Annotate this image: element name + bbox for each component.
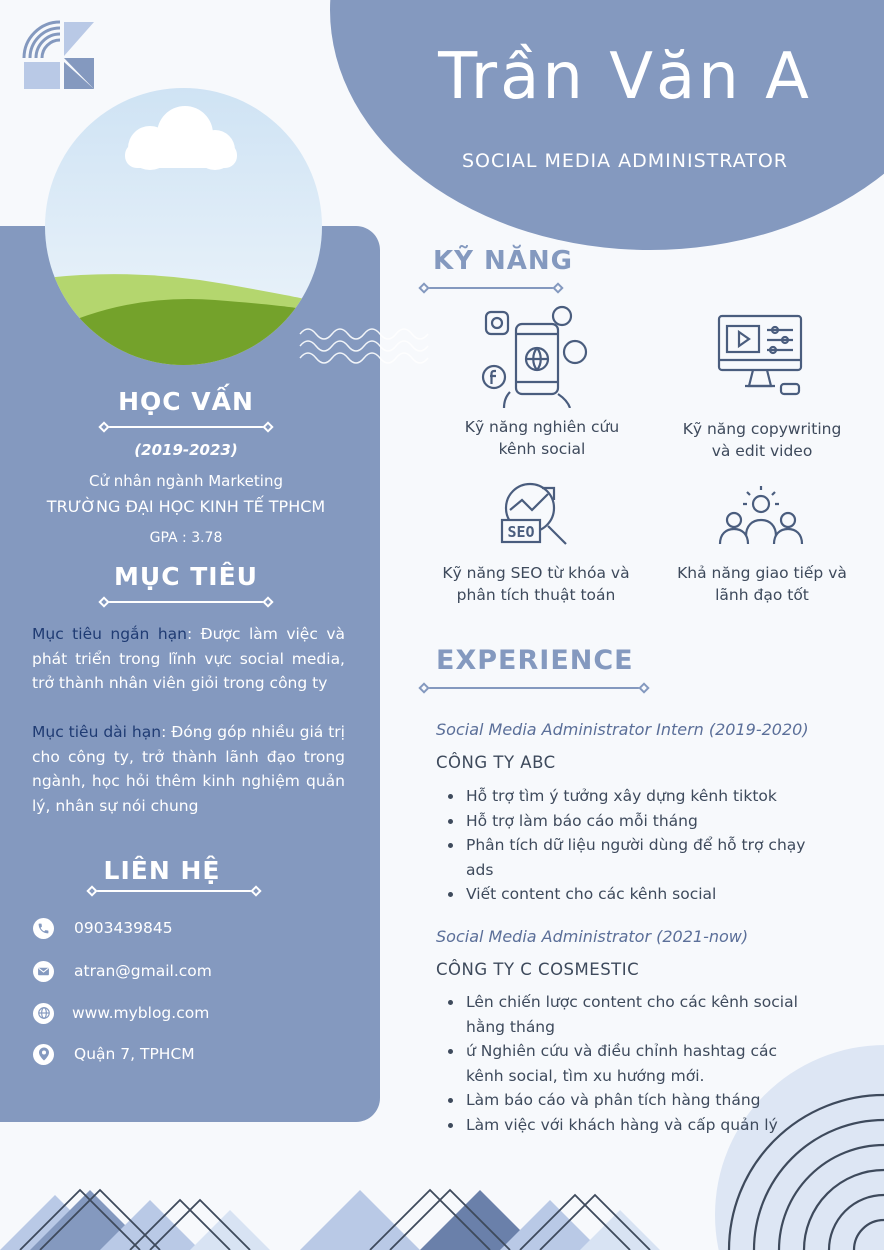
contact-phone-text[interactable]: 0903439845 <box>74 919 173 937</box>
job-2-title: Social Media Administrator (2021-now) <box>436 927 749 946</box>
skills-divider <box>420 283 562 293</box>
job-1-title: Social Media Administrator Intern (2019-2020) <box>436 720 809 739</box>
objectives-heading: MỤC TIÊU <box>114 562 258 591</box>
long-term-objective <box>32 720 345 818</box>
short-term-objective <box>32 622 345 696</box>
skill-label-2: Kỹ năng copywriting và edit video <box>682 420 842 460</box>
team-leader-icon <box>718 484 804 546</box>
experience-divider <box>420 683 648 693</box>
skills-heading: KỸ NĂNG <box>433 246 574 276</box>
mail-icon <box>33 961 54 982</box>
video-editing-monitor-icon <box>717 314 803 400</box>
contact-phone <box>33 916 173 940</box>
education-degree: Cử nhân ngành Marketing <box>89 472 283 490</box>
contact-heading: LIÊN HỆ <box>103 856 221 885</box>
skill-label-3: Kỹ năng SEO từ khóa và phân tích thuật toán <box>442 564 630 604</box>
list-item: Làm việc với khách hàng và cấp quản lý <box>446 1113 806 1138</box>
contact-website <box>33 1001 209 1025</box>
job-2-company: CÔNG TY C COSMESTIC <box>436 960 640 979</box>
list-item: Hỗ trợ tìm ý tưởng xây dựng kênh tiktok <box>446 784 806 809</box>
education-heading: HỌC VẤN <box>118 387 254 416</box>
list-item: Làm báo cáo và phân tích hàng tháng <box>446 1088 806 1113</box>
candidate-name: Trần Văn A <box>438 40 812 114</box>
list-item: Lên chiến lược content cho các kênh social hằng tháng <box>446 990 806 1039</box>
diamond-pattern-decoration <box>0 1140 884 1250</box>
contact-address <box>33 1042 195 1066</box>
education-years: (2019-2023) <box>134 441 238 459</box>
job-2-bullets <box>446 990 806 1137</box>
short-term-text: : Được làm việc và phát triển trong lĩnh vực social media, trở thành nhân viên giỏi trong công ty <box>32 625 346 692</box>
phone-icon <box>33 918 54 939</box>
objectives-divider <box>100 597 272 607</box>
social-media-phone-icon <box>480 304 590 408</box>
skill-label-4: Khả năng giao tiếp và lãnh đạo tốt <box>677 564 847 604</box>
list-item: Phân tích dữ liệu người dùng để hỗ trợ chạy ads <box>446 833 806 882</box>
contact-email <box>33 959 212 983</box>
contact-divider <box>88 886 260 896</box>
job-title-header: SOCIAL MEDIA ADMINISTRATOR <box>461 150 788 172</box>
long-term-text: : Đóng góp nhiều giá trị cho công ty, trở thành lãnh đạo trong ngành, học hỏi thêm kinh nghiệm quản lý, nhân sự nói chung <box>32 723 345 815</box>
location-icon <box>33 1044 54 1065</box>
header-background-circle <box>330 0 884 250</box>
education-gpa: GPA : 3.78 <box>149 530 223 546</box>
education-school: TRƯỜNG ĐẠI HỌC KINH TẾ TPHCM <box>46 497 326 516</box>
wave-decoration <box>298 324 438 370</box>
list-item: Hỗ trợ làm báo cáo mỗi tháng <box>446 809 806 834</box>
globe-icon <box>33 1003 54 1024</box>
contact-email-text[interactable]: atran@gmail.com <box>74 962 212 980</box>
profile-photo <box>45 88 322 365</box>
list-item: ứ Nghiên cứu và điều chỉnh hashtag các kênh social, tìm xu hướng mới. <box>446 1039 806 1088</box>
job-1-company: CÔNG TY ABC <box>436 753 556 772</box>
job-1-bullets <box>446 784 806 907</box>
skill-label-1: Kỹ năng nghiên cứu kênh social <box>464 418 620 458</box>
logo-icon <box>22 18 96 90</box>
experience-heading: EXPERIENCE <box>436 645 634 676</box>
seo-icon <box>500 480 572 550</box>
svg-text:SEO: SEO <box>507 523 535 541</box>
short-term-label: Mục tiêu ngắn hạn <box>32 625 187 643</box>
contact-website-text[interactable]: www.myblog.com <box>72 1004 210 1022</box>
list-item: Viết content cho các kênh social <box>446 882 806 907</box>
contact-address-text: Quận 7, TPHCM <box>74 1045 195 1063</box>
long-term-label: Mục tiêu dài hạn <box>32 723 162 741</box>
education-divider <box>100 422 272 432</box>
